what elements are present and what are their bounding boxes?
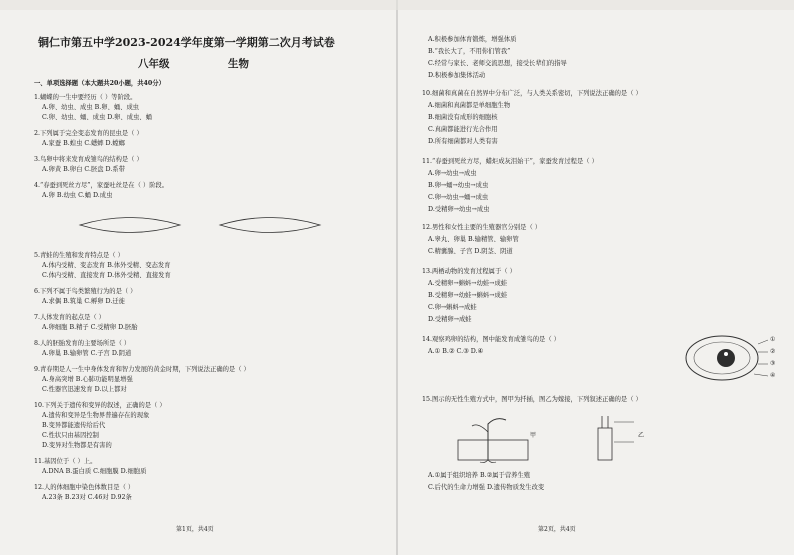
figure-sketch-svg xyxy=(70,205,330,245)
grade-label: 八年级 xyxy=(138,58,170,70)
option-line: A.DNA B.蛋白质 C.细胞膜 D.细胞质 xyxy=(42,468,147,475)
option-line: A.卵巢 B.输卵管 C.子宫 D.阴道 xyxy=(42,350,132,357)
option-line: D.受精卵→幼虫→成虫 xyxy=(428,206,490,213)
question-line: 12.男性和女性主要的生殖器官分别是（ ） xyxy=(422,224,542,231)
right-page xyxy=(398,0,794,555)
scion xyxy=(602,416,608,428)
diagram-label: ③ xyxy=(770,360,776,367)
egg-yolk xyxy=(717,349,735,367)
leaf xyxy=(472,425,488,432)
option-line: A.遗传和变异是生物界普遍存在的现象 xyxy=(42,412,150,419)
option-line: C.后代的生命力增强 D.遗传物质发生改变 xyxy=(428,484,545,491)
option-line: D.变异对生物都是有害的 xyxy=(42,442,112,449)
option-line: A.身高突增 B.心肺功能明显增强 xyxy=(42,376,133,383)
option-line: B.细菌没有成形的细胞核 xyxy=(428,114,498,121)
option-line: C.性状只由基因控制 xyxy=(42,432,99,439)
scan-edge xyxy=(0,0,794,10)
option-line: B.“我长大了，不用你们管我” xyxy=(428,48,511,55)
option-line: C.精囊腺、子宫 D.阴茎、阴道 xyxy=(428,248,513,255)
section-heading: 一、单项选择题（本大题共20小题，共40分） xyxy=(34,80,165,87)
soil-box xyxy=(458,440,528,460)
question-line: 4.“春蚕到死丝方尽”，家蚕吐丝是在（ ）阶段。 xyxy=(34,182,169,189)
question-line: 8.人的胚胎发育的主要场所是（ ） xyxy=(34,340,131,347)
question-line: 10.细菌和真菌在自然界中分布广泛，与人类关系密切，下列说法正确的是（ ） xyxy=(422,90,642,97)
question-line: 7.人体发育的起点是（ ） xyxy=(34,314,105,321)
option-line: C.卵→蝌蚪→成蛙 xyxy=(428,304,477,311)
question-line: 1.蝴蝶的一生中要经历（ ）等阶段。 xyxy=(34,94,137,101)
label-line xyxy=(754,374,768,376)
option-line: A.卵、幼虫、成虫 B.卵、蛹、成虫 xyxy=(42,104,140,111)
option-line: A.23条 B.23对 C.46对 D.92条 xyxy=(42,494,132,501)
option-line: A.求偶 B.筑巢 C.孵卵 D.迁徙 xyxy=(42,298,125,305)
option-line: C.卵、幼虫、蛹、成虫 D.卵、成虫、蛹 xyxy=(42,114,152,121)
question-line: 2.下列属于完全变态发育的昆虫是（ ） xyxy=(34,130,143,137)
germinal-disc xyxy=(724,352,728,356)
question-line: 11.“春蚕到死丝方尽，蜡炬成灰泪始干”，家蚕发育过程是（ ） xyxy=(422,158,598,165)
question-line: 5.青蛙的生殖和发育特点是（ ） xyxy=(34,252,124,259)
stock xyxy=(598,428,612,460)
figure-sketch xyxy=(70,205,330,245)
option-line: A.积极参加体育锻炼，增强体质 xyxy=(428,36,517,43)
option-line: C.经常与家长、老师交流思想，接受长辈们的指导 xyxy=(428,60,567,67)
question-line: 14.观察鸡卵的结构，图中能发育成雏鸟的是（ ） xyxy=(422,336,560,343)
diagram-label: ② xyxy=(770,348,776,355)
option-line: D.受精卵→成蛙 xyxy=(428,316,472,323)
option-line: A.体内受精、变态发育 B.体外受精、变态发育 xyxy=(42,262,171,269)
question-line: 15.图示的无性生殖方式中，图甲为扦插，图乙为嫁接，下列叙述正确的是（ ） xyxy=(422,396,642,403)
cutting-diagram xyxy=(448,412,558,466)
exam-title: 铜仁市第五中学2023-2024学年度第一学期第二次月考试卷 xyxy=(38,36,335,49)
diagram-label: ① xyxy=(770,336,776,343)
question-line: 12.人的体细胞中染色体数目是（ ） xyxy=(34,484,135,491)
option-line: A.卵细胞 B.精子 C.受精卵 D.胚胎 xyxy=(42,324,138,331)
option-line: C.卵→幼虫→蛹→成虫 xyxy=(428,194,489,201)
option-line: D.所有细菌都对人类有害 xyxy=(428,138,498,145)
option-line: C.真菌都能进行光合作用 xyxy=(428,126,498,133)
cutting-diagram-svg xyxy=(448,412,558,466)
page-footer: 第2页，共4页 xyxy=(538,526,576,533)
question-line: 10.下列关于遗传和变异的叙述，正确的是（ ） xyxy=(34,402,166,409)
option-line: A.睾丸、卵巢 B.输精管、输卵管 xyxy=(428,236,519,243)
diagram-label: 甲 xyxy=(530,432,537,439)
diagram-label: ④ xyxy=(770,372,776,379)
grafting-diagram-svg xyxy=(578,412,688,466)
option-line: B.变异都能遗传给后代 xyxy=(42,422,106,429)
option-line: A.卵 B.幼虫 C.蛹 D.成虫 xyxy=(42,192,113,199)
figure-shape-b xyxy=(220,218,320,233)
label-line xyxy=(758,340,768,344)
option-line: D.积极参加集体活动 xyxy=(428,72,486,79)
option-line: B.卵→蛹→幼虫→成虫 xyxy=(428,182,489,189)
stem xyxy=(488,419,506,460)
page-footer: 第1页，共4页 xyxy=(176,526,214,533)
egg-diagram-svg xyxy=(682,330,782,386)
question-line: 11.基因位于（ ）上。 xyxy=(34,458,97,465)
question-line: 6.下列不属于鸟类繁殖行为的是（ ） xyxy=(34,288,137,295)
option-line: A.细菌和真菌都是单细胞生物 xyxy=(428,102,511,109)
option-line: B.受精卵→幼蛙→蝌蚪→成蛙 xyxy=(428,292,508,299)
grafting-diagram xyxy=(578,412,688,466)
question-line: 9.青春期是人一生中身体发育和智力发展的黄金时期，下列说法正确的是（ ） xyxy=(34,366,250,373)
option-line: C.性器官迅速发育 D.以上都对 xyxy=(42,386,127,393)
figure-shape-a xyxy=(80,218,180,233)
option-line: A.卵→幼虫→成虫 xyxy=(428,170,477,177)
question-line: 3.鸟卵中将来发育成雏鸟的结构是（ ） xyxy=(34,156,143,163)
option-line: A.①属于组织培养 B.②属于营养生殖 xyxy=(428,472,531,479)
egg-diagram xyxy=(682,330,782,386)
question-line: 13.两栖动物的发育过程属于（ ） xyxy=(422,268,516,275)
option-line: A.卵黄 B.卵白 C.胚盘 D.系带 xyxy=(42,166,125,173)
diagram-label: 乙 xyxy=(638,432,645,439)
option-line: A.受精卵→蝌蚪→幼蛙→成蛙 xyxy=(428,280,508,287)
page-fold xyxy=(396,0,398,555)
subject-label: 生物 xyxy=(228,58,249,70)
option-line: A.家蚕 B.蝗虫 C.蟋蟀 D.螳螂 xyxy=(42,140,125,147)
option-line: A.① B.② C.③ D.④ xyxy=(428,348,484,355)
option-line: C.体内受精、直接发育 D.体外受精、直接发育 xyxy=(42,272,171,279)
